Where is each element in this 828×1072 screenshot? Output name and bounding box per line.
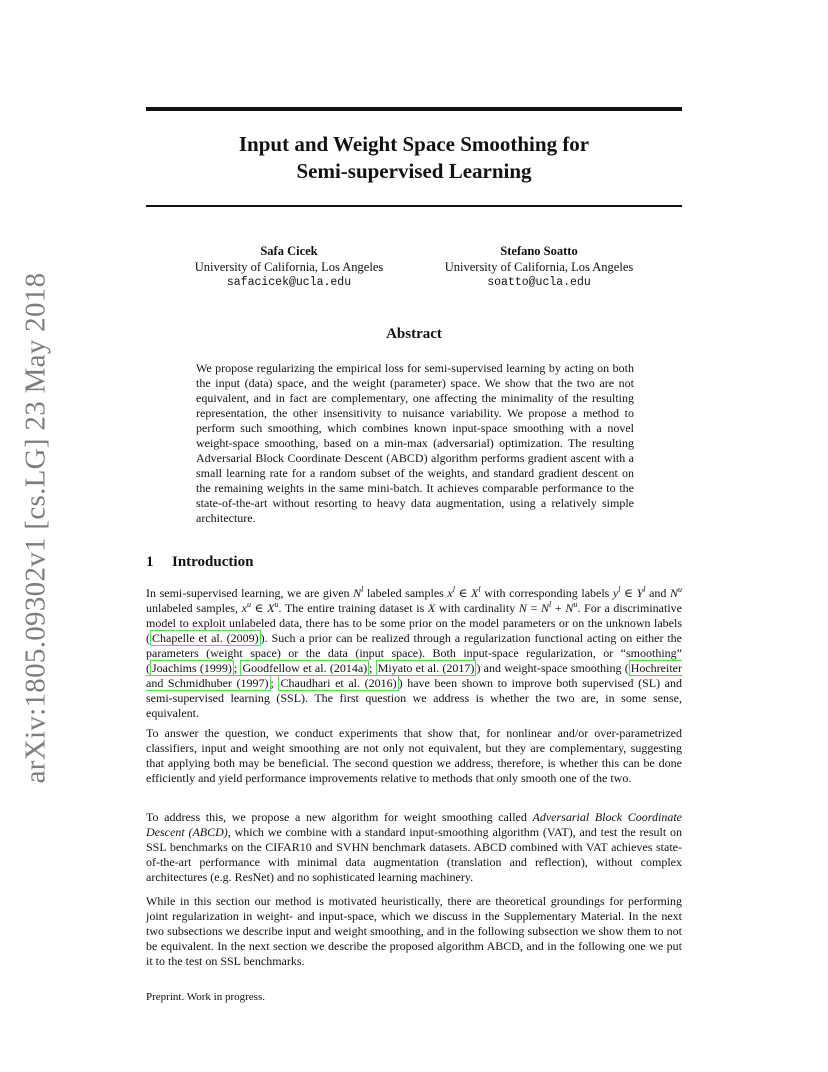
author-name: Stefano Soatto bbox=[500, 244, 578, 258]
citation-link[interactable]: Chapelle et al. (2009) bbox=[152, 631, 259, 645]
paragraph-2: To answer the question, we conduct experiments that show that, for nonlinear and/or over-parametrized classifiers, input and weight smoothing are not only not equivalent, but they are complementary, suggesting that applying both may be beneficial. The second question we address, therefore, is whether this can be done efficiently and yield performance improvements relative to methods that only smooth one of the two. bbox=[146, 726, 682, 785]
author-email[interactable]: soatto@ucla.edu bbox=[487, 276, 591, 289]
author-affiliation: University of California, Los Angeles bbox=[194, 260, 384, 274]
title-bottom-rule bbox=[146, 205, 682, 207]
algorithm-name: Adversarial Block Coordinate Descent (ABCD) bbox=[146, 810, 683, 839]
math-N-sum: $N = N^l + N^u$ bbox=[518, 600, 578, 615]
title-top-rule bbox=[146, 107, 682, 111]
arxiv-identifier: arXiv:1805.09302v1 [cs.LG] 23 May 2018 bbox=[19, 272, 52, 784]
math-xu: $x^u$ ∈ $X^u$ bbox=[241, 600, 279, 615]
title-line-1: Input and Weight Space Smoothing for bbox=[238, 132, 590, 156]
math-Nu: $N^u$ bbox=[669, 585, 682, 600]
citation-link[interactable]: Chaudhari et al. (2016) bbox=[280, 676, 397, 690]
author-affiliation: University of California, Los Angeles bbox=[444, 260, 634, 274]
author-block-2 bbox=[424, 243, 654, 291]
author-block-1 bbox=[174, 243, 404, 291]
citation-link[interactable]: Joachims (1999) bbox=[152, 661, 232, 675]
paragraph-3: To address this, we propose a new algorithm for weight smoothing called Adversarial Block Coordinate Descent (ABCD), which we combine with a standard input-smoothing algorithm (VAT), and test the result on SSL benchmarks on the CIFAR10 and SVHN benchmark datasets. ABCD combined with VAT achieves state-of-the-art performance with minimal data augmentation (translation and reflection), without complex architectures (e.g. ResNet) and no sophisticated learning machinery. bbox=[146, 810, 683, 884]
paragraph-4: While in this section our method is motivated heuristically, there are theoretical groundings for performing joint regularization in weight- and input-space, which we discuss in the Supplementary Material. In the next two subsections we describe input and weight smoothing, and in the following subsection we show them to not be equivalent. In the next section we describe the proposed algorithm ABCD, and in the following one we put it to the test on SSL benchmarks. bbox=[146, 894, 682, 968]
math-xl: $x^l$ ∈ $X^l$ bbox=[447, 585, 481, 600]
footer-note: Preprint. Work in progress. bbox=[146, 991, 265, 1003]
abstract-text: We propose regularizing the empirical loss for semi-supervised learning by acting on both the input (data) space, and the weight (parameter) space. We show that the two are not equivalent, and in fact are complementary, one affecting the minimality of the resulting representation, the other insensitivity to nuisance variability. We propose a method to perform such smoothing, which combines known input-space smoothing with a novel weight-space smoothing, based on a min-max (adversarial) optimization. The resulting Adversarial Block Coordinate Descent (ABCD) algorithm performs gradient ascent with a small learning rate for a random subset of the weights, and standard gradient descent on the remaining weights in the same mini-batch. It achieves comparable performance to the state-of-the-art without resorting to heavy data augmentation, using a relatively simple architecture. bbox=[196, 361, 634, 525]
citation-link[interactable]: Miyato et al. (2017) bbox=[377, 661, 475, 675]
section-heading bbox=[146, 554, 253, 571]
section-number: 1 bbox=[146, 554, 154, 570]
paper-title bbox=[146, 131, 682, 185]
math-Nl: $N^l$ bbox=[353, 585, 364, 600]
paragraph-1: In semi-supervised learning, we are given $N^l$ labeled samples $x^l$ ∈ $X^l$ with corresponding labels $y^l$ ∈ $Y^l$ and $N^u$ unlabeled samples, $x^u$ ∈ $X^u$. The entire training dataset is X with cardinality $N = N^l + N^u$. For a discriminative model to exploit unlabeled data, there has to be some prior on the model parameters or on the unknown labels ( Chapelle et al. (2009) ). Such a prior can be realized through a regularization functional acting on either the parameters (weight space) or the data (input space). Both input-space regularization, or “smoothing” ( Joachims (1999) ; Goodfellow et al. (2014a) ; Miyato et al. (2017) ) and weight-space smoothing ( Hochreiter and Schmidhuber (1997) ; Chaudhari et al. (2016) ) have been shown to improve both supervised (SL) and semi-supervised learning (SSL). The first question we address is whether the two are, in some sense, equivalent. bbox=[146, 585, 683, 720]
author-name: Safa Cicek bbox=[260, 244, 318, 258]
math-X: X bbox=[427, 601, 436, 615]
title-line-2: Semi-supervised Learning bbox=[296, 159, 532, 183]
citation-link[interactable]: Hochreiter and Schmidhuber (1997) bbox=[146, 661, 682, 690]
abstract-heading: Abstract bbox=[386, 326, 442, 342]
author-email[interactable]: safacicek@ucla.edu bbox=[226, 276, 352, 289]
math-yl: $y^l$ ∈ $Y^l$ bbox=[612, 585, 646, 600]
citation-link[interactable]: Goodfellow et al. (2014a) bbox=[242, 661, 368, 675]
section-title: Introduction bbox=[172, 554, 254, 570]
